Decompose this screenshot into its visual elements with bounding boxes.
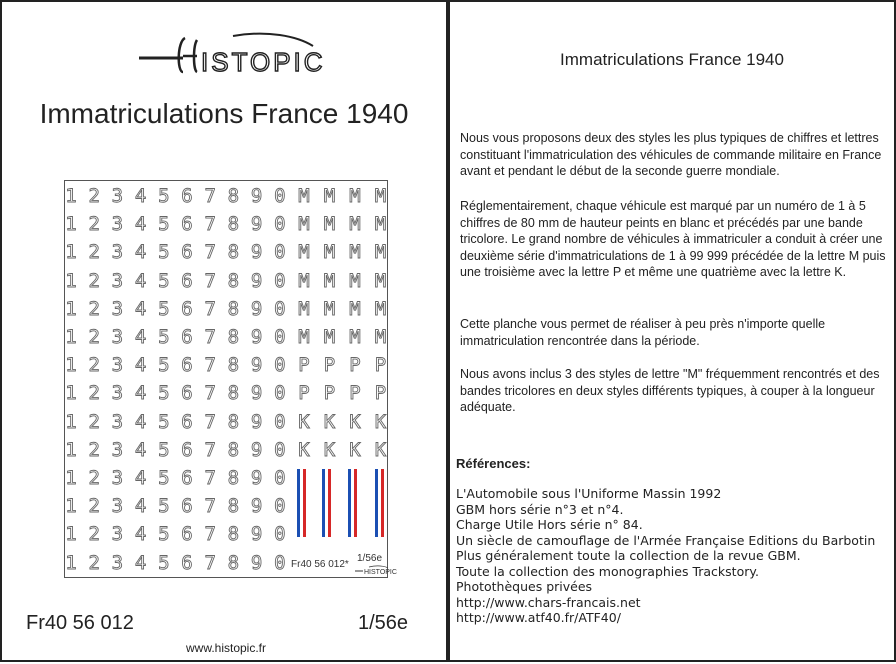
reference-item: Toute la collection des monographies Trackstory. [456, 563, 759, 579]
decal-glyph: 7 [204, 185, 216, 207]
paragraph-regulation: Réglementairement, chaque véhicule est marqué par un numéro de 1 à 5 chiffres de 80 mm de hauteur peints en blanc et précédés par une bande tricolore. Le grand nombre de véhicules à immatriculer a conduit à créer une deuxième série d'immatriculations de 1 à 99 999 précédée de la lettre M puis une troisième avec la lettre P et même une quatrième avec la lettre K. [460, 199, 886, 279]
decal-glyph: 3 [111, 382, 124, 405]
decal-glyph: 1 [65, 410, 77, 433]
decal-glyph: 9 [250, 495, 263, 518]
decal-glyph: 8 [227, 467, 240, 489]
decal-glyph: 5 [158, 467, 170, 489]
decal-glyph: 4 [134, 438, 147, 461]
decal-glyph: 1 [65, 213, 77, 236]
decal-glyph: 9 [250, 241, 263, 264]
decal-glyph: M [349, 326, 361, 348]
decal-glyph: 8 [227, 410, 240, 433]
sheet-scale: 1/56e [357, 553, 383, 564]
decal-glyph: 6 [181, 185, 193, 207]
decal-glyph: 1 [65, 354, 77, 377]
decal-glyph: 3 [111, 269, 124, 292]
decal-glyph: 0 [274, 297, 286, 320]
decal-glyph: 1 [65, 523, 77, 546]
decal-glyph: M [323, 213, 336, 236]
decal-glyph: M [298, 326, 310, 348]
decal-glyph: M [323, 185, 336, 207]
decal-glyph: 4 [134, 297, 147, 320]
decal-glyph: 5 [158, 523, 170, 546]
decal-glyph: 1 [65, 326, 77, 348]
decal-glyph: 5 [158, 495, 170, 518]
decal-glyph: 1 [65, 551, 77, 574]
decal-glyph: M [374, 213, 387, 236]
decal-glyph: 0 [274, 467, 286, 489]
decal-glyph: 1 [65, 495, 77, 518]
decal-glyph: 6 [181, 467, 193, 489]
decal-glyph: M [298, 297, 310, 320]
decal-glyph: 2 [88, 297, 100, 320]
decal-glyph: 9 [250, 523, 263, 546]
decal-glyph: K [349, 438, 361, 461]
paragraph-intro: Nous vous proposons deux des styles les plus typiques de chiffres et lettres constituant l'immatriculation des véhicules de commande militaire en France avant et pendant le début de la seconde guerre mondiale. [460, 131, 882, 178]
decal-glyph: 6 [181, 354, 193, 377]
decal-glyph: 4 [134, 467, 147, 489]
decal-glyph: 8 [227, 297, 240, 320]
decal-glyph: P [323, 382, 336, 405]
decal-glyph: 2 [88, 438, 100, 461]
decal-glyph: 9 [250, 438, 263, 461]
decal-glyph: 7 [204, 495, 216, 518]
decal-glyph: 7 [204, 410, 216, 433]
decal-glyph: 5 [158, 410, 170, 433]
decal-sheet [64, 180, 397, 578]
decal-glyph: 3 [111, 241, 124, 264]
decal-glyph: 9 [250, 410, 263, 433]
decal-glyph: 8 [227, 523, 240, 546]
left-panel [0, 0, 448, 662]
decal-glyph: P [349, 354, 361, 377]
tricolor-band [322, 469, 331, 537]
decal-row [65, 185, 389, 215]
decal-glyph: 0 [274, 269, 286, 292]
decal-glyph: 4 [134, 523, 147, 546]
references-heading: Références: [456, 456, 531, 471]
right-panel [448, 0, 896, 662]
tricolor-band [297, 469, 306, 537]
decal-glyph: 8 [227, 185, 240, 207]
decal-glyph: 2 [88, 495, 100, 518]
decal-glyph: 9 [250, 326, 263, 348]
decal-glyph: 4 [134, 326, 147, 348]
decal-glyph: 6 [181, 523, 193, 546]
decal-glyph: 5 [158, 354, 170, 377]
reference-link[interactable]: http://www.chars-francais.net [456, 594, 641, 610]
decal-glyph: 5 [158, 297, 170, 320]
decal-glyph: 2 [88, 213, 100, 236]
decal-glyph: 6 [181, 297, 193, 320]
decal-glyph: 7 [204, 354, 216, 377]
decal-glyph: 5 [158, 551, 170, 574]
decal-glyph: K [374, 438, 387, 461]
decal-glyph: 0 [274, 354, 286, 377]
decal-glyph: 4 [134, 382, 147, 405]
decal-row [65, 382, 389, 412]
description-title: Immatriculations France 1940 [560, 50, 784, 69]
decal-glyph: 4 [134, 185, 147, 207]
decal-row [65, 241, 389, 271]
tricolor-stripe [328, 469, 331, 537]
decal-glyph: M [323, 269, 336, 292]
decal-glyph: 9 [250, 467, 263, 489]
decal-glyph: M [374, 241, 387, 264]
decal-glyph: 1 [65, 438, 77, 461]
decal-glyph: 8 [227, 269, 240, 292]
decal-glyph: 5 [158, 438, 170, 461]
decal-glyph: 0 [274, 241, 286, 264]
decal-glyph: 2 [88, 382, 100, 405]
reference-item: L'Automobile sous l'Uniforme Massin 1992 [456, 486, 722, 501]
decal-glyph: M [349, 297, 361, 320]
decal-glyph: P [298, 354, 310, 377]
decal-glyph: 2 [88, 269, 100, 292]
decal-glyph: 7 [204, 382, 216, 405]
decal-glyph: 7 [204, 467, 216, 489]
decal-glyph: 1 [65, 185, 77, 207]
decal-glyph: K [349, 410, 361, 433]
reference-item: Un siècle de camouflage de l'Armée Française Editions du Barbotin [456, 532, 876, 548]
decal-glyph: 9 [250, 185, 263, 207]
decal-glyph: 3 [111, 213, 124, 236]
references-list [456, 486, 892, 626]
decal-row [65, 213, 389, 243]
tricolor-stripe [354, 469, 357, 537]
decal-glyph: 5 [158, 326, 170, 348]
decal-glyph: M [298, 269, 310, 292]
decal-glyph: P [374, 382, 387, 405]
decal-glyph: P [374, 354, 387, 377]
decal-glyph: 0 [274, 326, 286, 348]
svg-text:ISTOPIC: ISTOPIC [201, 47, 326, 77]
decal-glyph: 9 [250, 213, 263, 236]
decal-glyph: 1 [65, 297, 77, 320]
decal-glyph: K [298, 410, 310, 433]
decal-glyph: 0 [274, 438, 286, 461]
histopic-logo [137, 32, 326, 77]
decal-row [65, 495, 389, 525]
tricolor-band [348, 469, 357, 537]
sheet-code: Fr40 56 012* [291, 559, 349, 570]
decal-glyph: 9 [250, 297, 263, 320]
reference-item: Charge Utile Hors série n° 84. [456, 517, 643, 532]
decal-glyph: 1 [65, 241, 77, 264]
footer-code: Fr40 56 012 [26, 612, 134, 634]
reference-item: GBM hors série n°3 et n°4. [456, 501, 624, 517]
decal-glyph: 4 [134, 241, 147, 264]
footer-scale: 1/56e [358, 612, 409, 634]
decal-glyph: K [298, 438, 310, 461]
decal-glyph: 3 [111, 438, 124, 461]
decal-glyph: 1 [65, 382, 77, 405]
decal-glyph: M [323, 241, 336, 264]
decal-glyph: M [323, 297, 336, 320]
decal-glyph: 0 [274, 523, 286, 546]
decal-glyph: 8 [227, 551, 240, 574]
paragraph-usage: Cette planche vous permet de réaliser à peu près n'importe quelle immatriculation rencontrée dans la période. [460, 317, 826, 348]
decal-glyph: 3 [111, 551, 124, 574]
decal-glyph: 0 [274, 551, 286, 574]
decal-glyph: 6 [181, 213, 193, 236]
decal-glyph: 2 [88, 185, 100, 207]
tricolor-stripe [303, 469, 306, 537]
decal-glyph: M [349, 269, 361, 292]
decal-glyph: 0 [274, 382, 286, 405]
decal-glyph: 7 [204, 241, 216, 264]
decal-glyph: 3 [111, 326, 124, 348]
decal-row [65, 270, 389, 300]
svg-text:HISTOPIC: HISTOPIC [364, 569, 397, 576]
decal-glyph: 2 [88, 326, 100, 348]
decal-glyph: 1 [65, 269, 77, 292]
decal-glyph: M [298, 185, 310, 207]
decal-glyph: 0 [274, 185, 286, 207]
decal-glyph: 0 [274, 495, 286, 518]
decal-glyph: 6 [181, 438, 193, 461]
decal-glyph: 5 [158, 382, 170, 405]
decal-glyph: 8 [227, 326, 240, 348]
reference-item: Plus généralement toute la collection de la revue GBM. [456, 548, 801, 563]
decal-glyph: 6 [181, 410, 193, 433]
tricolor-band [375, 469, 384, 537]
decal-glyph: K [323, 438, 336, 461]
decal-glyph: 0 [274, 213, 286, 236]
decal-glyph: M [298, 213, 310, 236]
decal-glyph: 2 [88, 410, 100, 433]
decal-glyph: 5 [158, 185, 170, 207]
decal-glyph: 9 [250, 354, 263, 377]
decal-row [65, 354, 389, 384]
decal-glyph: 3 [111, 467, 124, 489]
decal-glyph: P [323, 354, 336, 377]
decal-glyph: M [374, 185, 387, 207]
decal-glyph: 3 [111, 495, 124, 518]
decal-glyph: 6 [181, 495, 193, 518]
decal-glyph: 7 [204, 269, 216, 292]
decal-glyph: 8 [227, 495, 240, 518]
decal-glyph: 9 [250, 269, 263, 292]
decal-glyph: P [349, 382, 361, 405]
decal-glyph: 4 [134, 410, 147, 433]
decal-glyph: M [349, 213, 361, 236]
decal-glyph: 8 [227, 382, 240, 405]
decal-glyph: 2 [88, 523, 100, 546]
decal-glyph: 4 [134, 495, 147, 518]
histopic-logo-icon [137, 32, 326, 77]
decal-row [65, 326, 389, 356]
decal-glyph: 3 [111, 410, 124, 433]
decal-glyph: 2 [88, 551, 100, 574]
decal-glyph: M [349, 241, 361, 264]
decal-glyph: 8 [227, 438, 240, 461]
decal-glyph: 8 [227, 354, 240, 377]
decal-glyph: 4 [134, 213, 147, 236]
decal-glyph: 6 [181, 326, 193, 348]
decal-glyph: 2 [88, 467, 100, 489]
decal-glyph: M [298, 241, 310, 264]
decal-glyph: 2 [88, 354, 100, 377]
decal-glyph: K [374, 410, 387, 433]
decal-row [65, 467, 389, 497]
website-link[interactable]: www.histopic.fr [185, 641, 267, 655]
decal-glyph: 7 [204, 523, 216, 546]
decal-glyph: 6 [181, 241, 193, 264]
decal-glyph: 6 [181, 382, 193, 405]
decal-glyph: M [323, 326, 336, 348]
decal-glyph: 3 [111, 185, 124, 207]
decal-glyph: 3 [111, 523, 124, 546]
page-title: Immatriculations France 1940 [39, 98, 409, 129]
decal-glyph: 5 [158, 269, 170, 292]
decal-row [65, 523, 389, 553]
decal-glyph: 5 [158, 241, 170, 264]
decal-glyph: 7 [204, 213, 216, 236]
decal-glyph: 1 [65, 467, 77, 489]
decal-glyph: 7 [204, 438, 216, 461]
decal-glyph: 4 [134, 551, 147, 574]
decal-glyph: 8 [227, 213, 240, 236]
decal-glyph: M [349, 185, 361, 207]
decal-glyph: 7 [204, 297, 216, 320]
decal-glyph: 4 [134, 269, 147, 292]
decal-glyph: 2 [88, 241, 100, 264]
decal-glyph: 3 [111, 354, 124, 377]
decal-glyph: 3 [111, 297, 124, 320]
decal-glyph: 7 [204, 551, 216, 574]
decal-glyph: 6 [181, 551, 193, 574]
decal-glyph: 9 [250, 551, 263, 574]
tricolor-stripe [381, 469, 384, 537]
decal-glyph: 0 [274, 410, 286, 433]
decal-glyph: 7 [204, 326, 216, 348]
decal-glyph: 8 [227, 241, 240, 264]
paragraph-styles: Nous avons inclus 3 des styles de lettre "M" fréquemment rencontrés et des bandes tricolores en deux styles différents typiques, à couper à la longueur adéquate. [460, 367, 880, 414]
decal-glyph: K [323, 410, 336, 433]
decal-row [65, 411, 389, 441]
reference-item: Photothèques privées [456, 579, 593, 594]
reference-link[interactable]: http://www.atf40.fr/ATF40/ [456, 610, 621, 625]
decal-row [65, 298, 389, 328]
decal-glyph: 9 [250, 382, 263, 405]
decal-row [65, 439, 389, 469]
decal-glyph: 6 [181, 269, 193, 292]
decal-glyph: M [374, 297, 387, 320]
decal-glyph: 5 [158, 213, 170, 236]
decal-glyph: M [374, 269, 387, 292]
sheet-logo-icon [355, 565, 397, 576]
decal-glyph: M [374, 326, 387, 348]
decal-glyph: 4 [134, 354, 147, 377]
decal-glyph: P [298, 382, 310, 405]
